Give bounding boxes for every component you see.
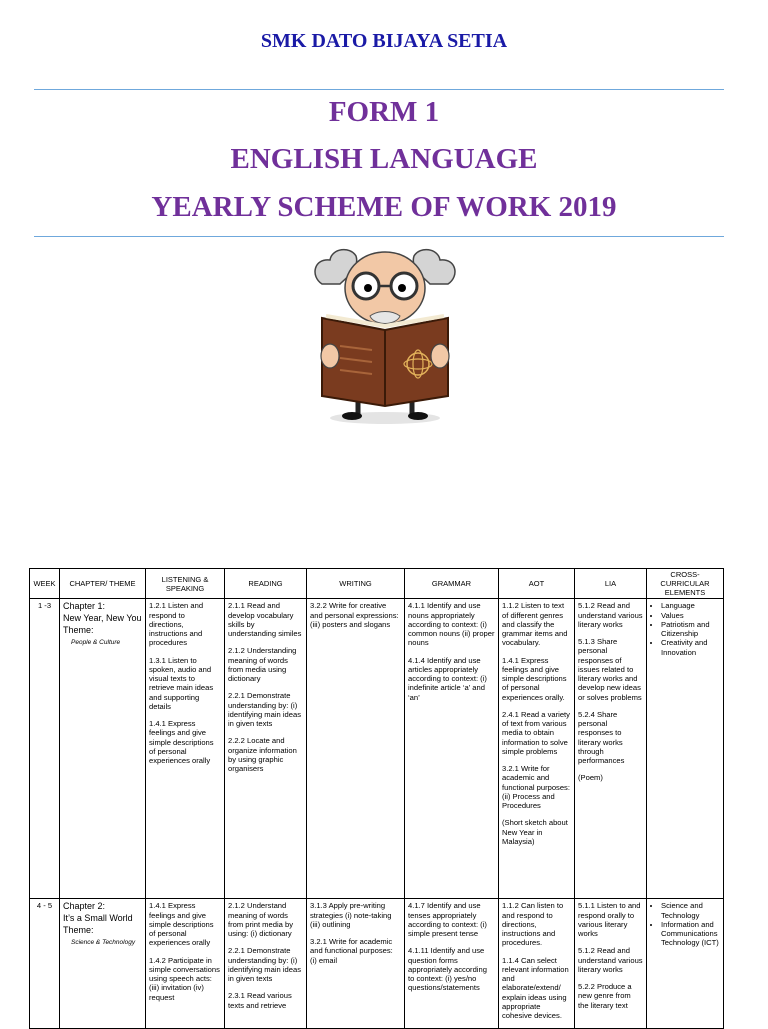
lia-cell — [575, 599, 647, 899]
professor-reading-book-icon — [300, 246, 470, 426]
skill-item: 5.1.1 Listen to and respond orally to various literary works — [578, 901, 641, 939]
column-header: AOT — [499, 569, 575, 599]
writing-cell — [307, 899, 405, 1029]
cross-curricular-item: • Science and Technology — [661, 901, 720, 920]
column-header: READING — [225, 569, 307, 599]
top-divider — [34, 89, 724, 90]
column-header: CROSS-CURRICULAR ELEMENTS — [647, 569, 724, 599]
aot-cell — [499, 899, 575, 1029]
skill-item: 1.1.2 Can listen to and respond to directions, instructions and procedures. — [502, 901, 564, 948]
grammar-cell — [405, 899, 499, 1029]
chapter-name: Chapter 1: New Year, New You — [63, 601, 142, 624]
skill-item: 3.2.1 Write for academic and functional purposes: (ii) Process and Procedures — [502, 764, 570, 811]
skill-item: 5.1.3 Share personal responses of issues related to literary works and develop new ideas or solves problems — [578, 637, 642, 702]
skill-item: 2.2.1 Demonstrate understanding by: (i) identifying main ideas in given texts — [228, 691, 302, 729]
chapter-name: Chapter 2: It’s a Small World — [63, 901, 133, 924]
column-header: CHAPTER/ THEME — [60, 569, 146, 599]
scheme-of-work-table — [29, 568, 724, 1029]
theme-label: Theme: — [63, 924, 94, 935]
title-form: FORM 1 — [328, 96, 440, 128]
cross-curricular-item: • Information and Communications Technology (ICT) — [661, 920, 720, 948]
skill-item: (Short sketch about New Year in Malaysia) — [502, 818, 568, 846]
title-scheme: YEARLY SCHEME OF WORK 2019 — [151, 191, 617, 223]
column-header: WRITING — [307, 569, 405, 599]
skill-item: 2.1.2 Understanding meaning of words from media using dictionary — [228, 646, 297, 684]
skill-item: 1.1.2 Listen to text of different genres and classify the grammar items and vocabulary. — [502, 601, 568, 648]
skill-item: 2.2.1 Demonstrate understanding by: (i) identifying main ideas in given texts — [228, 946, 302, 984]
cross-curricular-cell — [647, 599, 724, 899]
week-cell: 4 - 5 — [30, 899, 60, 1029]
skill-item: 1.4.1 Express feelings and give simple descriptions of personal experiences orally — [149, 719, 214, 766]
skill-item: 4.1.1 Identify and use nouns appropriately according to context: (i) common nouns (ii) proper nouns — [408, 601, 495, 648]
aot-cell — [499, 599, 575, 899]
skill-item: 1.1.4 Can select relevant information and elaborate/extend/ explain ideas using appropriate cohesive devices. — [502, 955, 569, 1021]
chapter-cell — [60, 899, 146, 1029]
theme-name: Science & Technology — [71, 939, 136, 947]
column-header: LISTENING & SPEAKING — [146, 569, 225, 599]
skill-item: 1.4.1 Express feelings and give simple descriptions of personal experiences orally — [149, 901, 214, 948]
cross-curricular-item: • Language — [661, 601, 720, 610]
theme-label: Theme: — [63, 624, 94, 635]
cross-curricular-list — [650, 601, 720, 657]
reading-cell — [225, 599, 307, 899]
skill-item: 1.4.1 Express feelings and give simple descriptions of personal experiences orally. — [502, 655, 567, 702]
skill-item: 5.2.2 Produce a new genre from the literary text — [578, 982, 632, 1010]
skill-item: 4.1.11 Identify and use question forms appropriately according to context: (i) yes/no questions/statements — [408, 946, 487, 993]
skill-item: 3.2.1 Write for academic and functional purposes: (i) email — [310, 937, 393, 965]
skill-item: 1.4.2 Participate in simple conversations using speech acts: (iii) invitation (iv) request — [149, 955, 220, 1002]
skill-item: 2.1.2 Understand meaning of words from print media by using: (i) dictionary — [228, 901, 293, 939]
skill-item: 2.2.2 Locate and organize information by using graphic organisers — [228, 736, 297, 774]
skill-item: 1.2.1 Listen and respond to directions, instructions and procedures — [149, 601, 204, 648]
cross-curricular-item: • Values — [661, 611, 720, 620]
skill-item: 5.1.2 Read and understand various literary works — [578, 601, 643, 629]
skill-item: 5.2.4 Share personal responses to literary works through performances — [578, 709, 625, 766]
cross-curricular-list — [650, 901, 720, 947]
cross-curricular-item: • Patriotism and Citizenship — [661, 620, 720, 639]
skill-item: (Poem) — [578, 773, 603, 783]
school-name: SMK DATO BIJAYA SETIA — [260, 30, 508, 52]
table-header-row — [30, 569, 724, 599]
skill-item: 4.1.7 Identify and use tenses appropriately according to context: (i) simple present tense — [408, 901, 487, 939]
skill-item: 4.1.4 Identify and use articles appropriately according to context: (i) indefinite article ‘a’ and ‘an’ — [408, 655, 487, 702]
skill-item: 3.2.2 Write for creative and personal expressions: (iii) posters and slogans — [310, 601, 399, 629]
cross-curricular-item: • Creativity and Innovation — [661, 638, 720, 657]
lia-cell — [575, 899, 647, 1029]
writing-cell — [307, 599, 405, 899]
listening-cell — [146, 599, 225, 899]
skill-item: 5.1.2 Read and understand various literary works — [578, 946, 643, 974]
skill-item: 2.1.1 Read and develop vocabulary skills by understanding similes — [228, 601, 302, 639]
column-header: WEEK — [30, 569, 60, 599]
skill-item: 3.1.3 Apply pre-writing strategies (i) note-taking (iii) outlining — [310, 901, 392, 929]
title-subject: ENGLISH LANGUAGE — [230, 143, 538, 175]
reading-cell — [225, 899, 307, 1029]
skill-item: 1.3.1 Listen to spoken, audio and visual texts to retrieve main ideas and supporting details — [149, 655, 214, 711]
cross-curricular-cell — [647, 899, 724, 1029]
theme-name: People & Culture — [71, 639, 121, 647]
week-cell: 1 -3 — [30, 599, 60, 899]
listening-cell — [146, 899, 225, 1029]
chapter-cell — [60, 599, 146, 899]
grammar-cell — [405, 599, 499, 899]
column-header: GRAMMAR — [405, 569, 499, 599]
table-row — [30, 599, 724, 899]
skill-item: 2.3.1 Read various texts and retrieve — [228, 991, 292, 1010]
table-row — [30, 899, 724, 1029]
skill-item: 2.4.1 Read a variety of text from various media to obtain information to solve simple problems — [502, 709, 570, 756]
column-header: LIA — [575, 569, 647, 599]
bottom-divider — [34, 236, 724, 237]
